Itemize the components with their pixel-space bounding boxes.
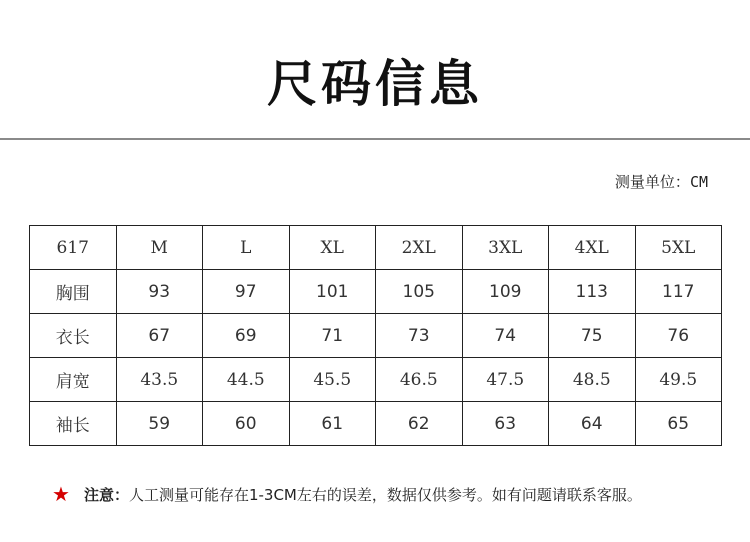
header-cell-size: M: [116, 226, 203, 270]
header-cell-size: 3XL: [462, 226, 549, 270]
table-cell: 63: [462, 402, 549, 446]
table-cell: 43.5: [116, 358, 203, 402]
table-cell: 65: [635, 402, 722, 446]
row-label: 衣长: [30, 314, 117, 358]
table-cell: 45.5: [289, 358, 376, 402]
row-label: 肩宽: [30, 358, 117, 402]
table-cell: 61: [289, 402, 376, 446]
table-cell: 117: [635, 270, 722, 314]
table-cell: 97: [203, 270, 290, 314]
size-chart-table: [29, 225, 722, 446]
row-label: 袖长: [30, 402, 117, 446]
table-cell: 105: [376, 270, 463, 314]
title-divider: [0, 138, 750, 140]
header-cell-size: 5XL: [635, 226, 722, 270]
table-cell: 59: [116, 402, 203, 446]
measurement-note: [52, 482, 642, 507]
table-cell: 109: [462, 270, 549, 314]
header-cell-size: XL: [289, 226, 376, 270]
header-cell-size: 2XL: [376, 226, 463, 270]
table-cell: 67: [116, 314, 203, 358]
table-cell: 73: [376, 314, 463, 358]
row-label: 胸围: [30, 270, 117, 314]
table-row: [30, 314, 722, 358]
header-cell-size: L: [203, 226, 290, 270]
table-cell: 76: [635, 314, 722, 358]
table-cell: 64: [549, 402, 636, 446]
table-row: [30, 358, 722, 402]
unit-label: 测量单位：: [614, 173, 690, 191]
table-cell: 69: [203, 314, 290, 358]
star-icon: ★: [52, 482, 70, 506]
table-cell: 46.5: [376, 358, 463, 402]
table-cell: 101: [289, 270, 376, 314]
table-cell: 75: [549, 314, 636, 358]
table-cell: 49.5: [635, 358, 722, 402]
table-cell: 62: [376, 402, 463, 446]
table-header-row: [30, 226, 722, 270]
table-cell: 71: [289, 314, 376, 358]
table-cell: 60: [203, 402, 290, 446]
unit-value: CM: [689, 173, 708, 191]
table-cell: 47.5: [462, 358, 549, 402]
table-cell: 74: [462, 314, 549, 358]
note-text: 人工测量可能存在1-3CM左右的误差，数据仅供参考。如有问题请联系客服。: [128, 486, 642, 504]
measurement-unit: [615, 170, 708, 194]
table-cell: 113: [549, 270, 636, 314]
page-title: 尺码信息: [267, 55, 483, 113]
table-cell: 44.5: [203, 358, 290, 402]
table-row: [30, 402, 722, 446]
table-cell: 93: [116, 270, 203, 314]
header-cell-style: 617: [30, 226, 117, 270]
table-cell: 48.5: [549, 358, 636, 402]
header-cell-size: 4XL: [549, 226, 636, 270]
table-row: [30, 270, 722, 314]
note-label: 注意：: [83, 486, 129, 504]
